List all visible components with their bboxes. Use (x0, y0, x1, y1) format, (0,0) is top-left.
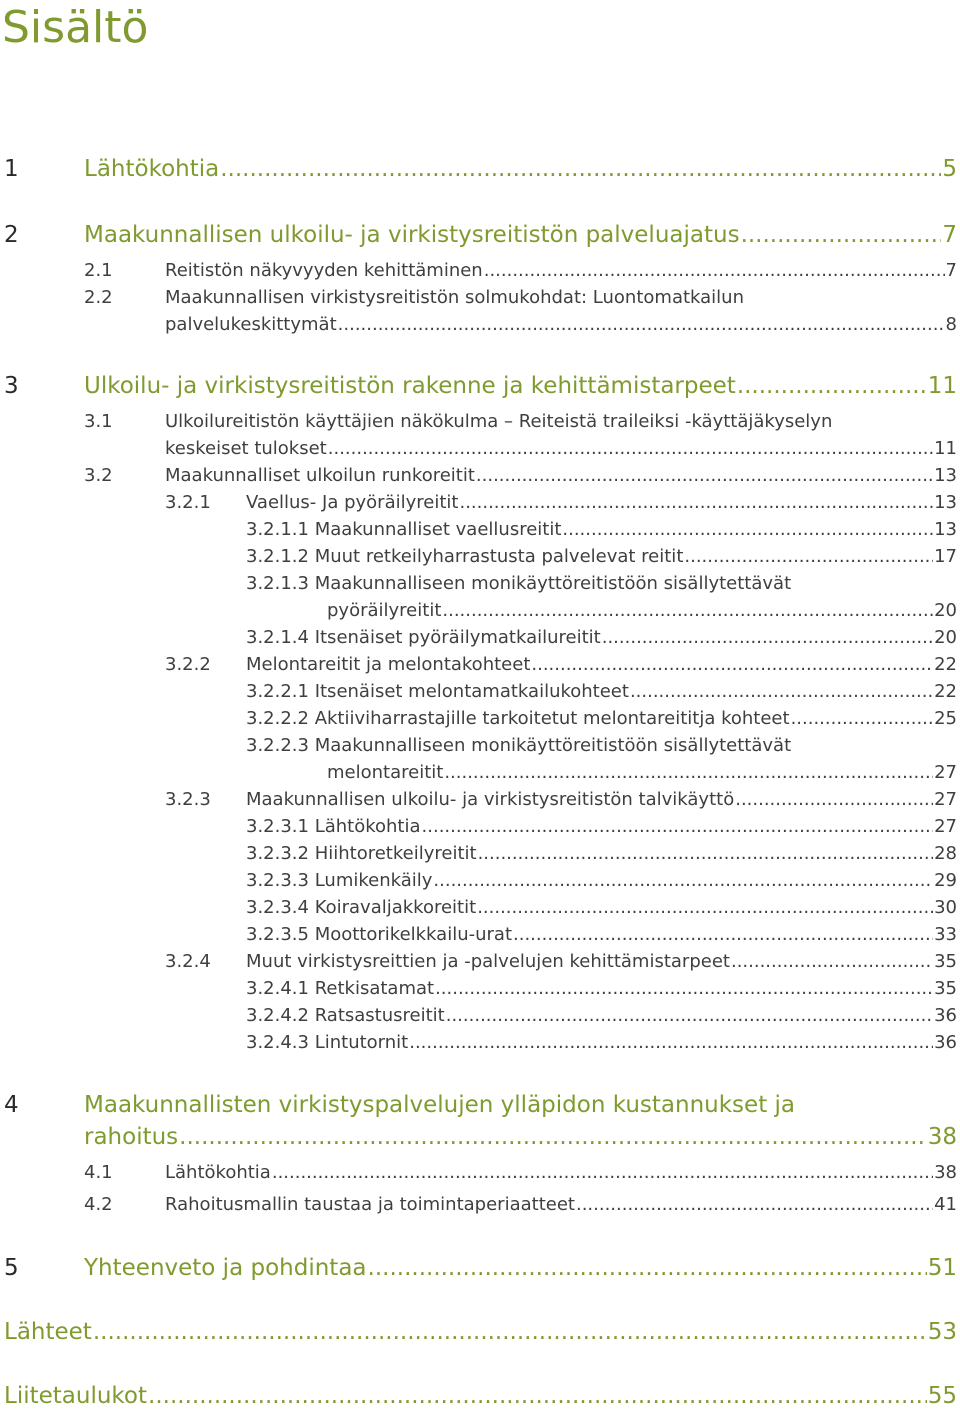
toc-leader (422, 816, 934, 837)
toc-entry[interactable] (327, 762, 957, 783)
toc-leader (93, 1319, 927, 1345)
toc-leader (630, 681, 933, 702)
toc-number: 3.2.1 (165, 492, 211, 513)
toc-page: 33 (934, 924, 957, 945)
toc-label: Melontareitit ja melontakohteet (246, 654, 531, 675)
toc-leader (272, 1162, 933, 1183)
toc-label-line1: Ulkoilureitistön käyttäjien näkökulma – Reiteistä traileiksi -käyttäjäkyselyn (165, 411, 833, 432)
toc-page: 13 (934, 465, 957, 486)
toc-page: 36 (934, 1005, 957, 1026)
toc-label: Yhteenveto ja pohdintaa (84, 1255, 367, 1281)
toc-number: 3.2.2 (165, 654, 211, 675)
toc-label-line1: 3.2.1.3 Maakunnalliseen monikäyttöreitistöön sisällytettävät (246, 573, 792, 594)
toc-leader (435, 978, 933, 999)
toc-entry[interactable] (246, 789, 957, 810)
toc-page: 55 (927, 1383, 957, 1409)
toc-page: 51 (927, 1255, 957, 1281)
toc-leader (478, 843, 934, 864)
toc-page: 13 (934, 492, 957, 513)
toc-number: 1 (4, 156, 19, 182)
toc-page: 17 (934, 546, 957, 567)
toc-label: Muut virkistysreittien ja -palvelujen kehittämistarpeet (246, 951, 730, 972)
toc-number: 5 (4, 1255, 19, 1281)
toc-label: Vaellus- Ja pyöräilyreitit (246, 492, 459, 513)
toc-label: 3.2.4.2 Ratsastusreitit (246, 1005, 445, 1026)
toc-leader (442, 600, 933, 621)
toc-leader (735, 789, 933, 810)
toc-entry[interactable] (246, 708, 957, 729)
toc-leader (446, 1005, 933, 1026)
toc-label: 3.2.3.4 Koiravaljakkoreitit (246, 897, 477, 918)
toc-label: 3.2.2.1 Itsenäiset melontamatkailukohteet (246, 681, 629, 702)
toc-leader (731, 951, 933, 972)
toc-page: 53 (927, 1319, 957, 1345)
toc-label: melontareitit (327, 762, 444, 783)
toc-number: 3 (4, 373, 19, 399)
toc-label: Rahoitusmallin taustaa ja toimintaperiaatteet (165, 1194, 575, 1215)
toc-label: pyöräilyreitit (327, 600, 442, 621)
toc-page: 25 (934, 708, 957, 729)
toc-page: 29 (934, 870, 957, 891)
toc-entry[interactable] (246, 843, 957, 864)
toc-page: 7 (942, 222, 957, 248)
toc-label: keskeiset tulokset (165, 438, 327, 459)
toc-entry[interactable] (246, 816, 957, 837)
toc-page: 8 (945, 314, 957, 335)
toc-entry[interactable] (165, 1162, 957, 1183)
toc-leader (737, 373, 927, 399)
toc-entry[interactable] (246, 1005, 957, 1026)
toc-entry[interactable] (246, 519, 957, 540)
toc-entry[interactable] (246, 1032, 957, 1053)
toc-leader (741, 222, 942, 248)
toc-entry[interactable] (246, 492, 957, 513)
toc-leader (513, 924, 933, 945)
toc-page: 22 (934, 654, 957, 675)
toc-number: 3.1 (84, 411, 113, 432)
toc-leader (477, 897, 933, 918)
toc-leader (791, 708, 934, 729)
toc-page: 27 (934, 816, 957, 837)
toc-entry[interactable] (246, 951, 957, 972)
toc-leader (576, 1194, 933, 1215)
toc-page: 41 (934, 1194, 957, 1215)
toc-label: 3.2.4.1 Retkisatamat (246, 978, 435, 999)
toc-label-line1: Maakunnallisen virkistysreitistön solmukohdat: Luontomatkailun (165, 287, 744, 308)
toc-page: 36 (934, 1032, 957, 1053)
toc-page: 35 (934, 951, 957, 972)
toc-entry[interactable] (246, 897, 957, 918)
toc-label: Maakunnallisen ulkoilu- ja virkistysreitistön palveluajatus (84, 222, 740, 248)
toc-leader (476, 465, 933, 486)
toc-entry[interactable] (246, 978, 957, 999)
toc-leader (484, 260, 945, 281)
toc-leader (328, 438, 933, 459)
toc-entry[interactable] (4, 1383, 957, 1409)
toc-leader (684, 546, 933, 567)
toc-number: 3.2.3 (165, 789, 211, 810)
toc-leader (602, 627, 933, 648)
toc-number: 3.2 (84, 465, 113, 486)
toc-label-line1: Maakunnallisten virkistyspalvelujen ylläpidon kustannukset ja (84, 1092, 796, 1118)
toc-page: 30 (934, 897, 957, 918)
toc-label: Maakunnalliset ulkoilun runkoreitit (165, 465, 475, 486)
toc-leader (409, 1032, 933, 1053)
toc-entry[interactable] (165, 438, 957, 459)
toc-label-line1: 3.2.2.3 Maakunnalliseen monikäyttöreitistöön sisällytettävät (246, 735, 792, 756)
toc-entry[interactable] (84, 222, 957, 248)
toc-leader (433, 870, 933, 891)
toc-number: 4 (4, 1092, 19, 1118)
toc-entry[interactable] (165, 314, 957, 335)
toc-number: 4.1 (84, 1162, 113, 1183)
toc-entry[interactable] (327, 600, 957, 621)
page-title: Sisältö (2, 2, 149, 53)
toc-page: 20 (934, 627, 957, 648)
toc-label: 3.2.1.1 Maakunnalliset vaellusreitit (246, 519, 562, 540)
toc-label: 3.2.4.3 Lintutornit (246, 1032, 409, 1053)
toc-entry[interactable] (246, 870, 957, 891)
toc-entry[interactable] (84, 373, 957, 399)
toc-label: Lähtökohtia (165, 1162, 271, 1183)
toc-page: 22 (934, 681, 957, 702)
toc-entry[interactable] (246, 627, 957, 648)
toc-page: 11 (927, 373, 957, 399)
toc-leader (368, 1255, 927, 1281)
toc-page: 35 (934, 978, 957, 999)
toc-entry[interactable] (165, 260, 957, 281)
toc-entry[interactable] (84, 1124, 957, 1150)
toc-label: 3.2.1.2 Muut retkeilyharrastusta palvelevat reitit (246, 546, 684, 567)
toc-number: 4.2 (84, 1194, 113, 1215)
toc-entry[interactable] (4, 1319, 957, 1345)
toc-number: 2 (4, 222, 19, 248)
toc-leader (444, 762, 933, 783)
toc-label: Liitetaulukot (4, 1383, 148, 1409)
toc-entry[interactable] (246, 546, 957, 567)
toc-label: Ulkoilu- ja virkistysreitistön rakenne ja kehittämistarpeet (84, 373, 736, 399)
toc-page: 13 (934, 519, 957, 540)
toc-entry[interactable] (246, 681, 957, 702)
toc-page: 7 (945, 260, 957, 281)
toc-label: 3.2.3.2 Hiihtoretkeilyreitit (246, 843, 477, 864)
toc-label: Maakunnallisen ulkoilu- ja virkistysreitistön talvikäyttö (246, 789, 735, 810)
toc-entry[interactable] (84, 1255, 957, 1281)
toc-entry[interactable] (246, 924, 957, 945)
toc-label: 3.2.3.1 Lähtökohtia (246, 816, 421, 837)
toc-leader (148, 1383, 927, 1409)
toc-entry[interactable] (165, 465, 957, 486)
toc-entry[interactable] (84, 156, 957, 182)
toc-leader (220, 156, 941, 182)
toc-leader (562, 519, 933, 540)
toc-page: 38 (934, 1162, 957, 1183)
toc-label: 3.2.2.2 Aktiiviharrastajille tarkoitetut melontareititja kohteet (246, 708, 790, 729)
toc-page: 11 (934, 438, 957, 459)
toc-label: 3.2.1.4 Itsenäiset pyöräilymatkailureitit (246, 627, 601, 648)
toc-label: 3.2.3.5 Moottorikelkkailu-urat (246, 924, 513, 945)
toc-leader (459, 492, 933, 513)
toc-leader (531, 654, 933, 675)
toc-page: 27 (934, 789, 957, 810)
toc-number: 2.2 (84, 287, 113, 308)
toc-label: Lähtökohtia (84, 156, 220, 182)
toc-label: rahoitus (84, 1124, 179, 1150)
toc-page: 28 (934, 843, 957, 864)
toc-page: 20 (934, 600, 957, 621)
toc-page: 27 (934, 762, 957, 783)
toc-label: 3.2.3.3 Lumikenkäily (246, 870, 433, 891)
toc-number: 3.2.4 (165, 951, 211, 972)
toc-label: palvelukeskittymät (165, 314, 337, 335)
toc-page: 5 (942, 156, 957, 182)
toc-entry[interactable] (165, 1194, 957, 1215)
toc-number: 2.1 (84, 260, 113, 281)
toc-page: 38 (927, 1124, 957, 1150)
toc-label: Lähteet (4, 1319, 92, 1345)
toc-leader (179, 1124, 927, 1150)
toc-label: Reitistön näkyvyyden kehittäminen (165, 260, 483, 281)
toc-entry[interactable] (246, 654, 957, 675)
toc-leader (338, 314, 945, 335)
